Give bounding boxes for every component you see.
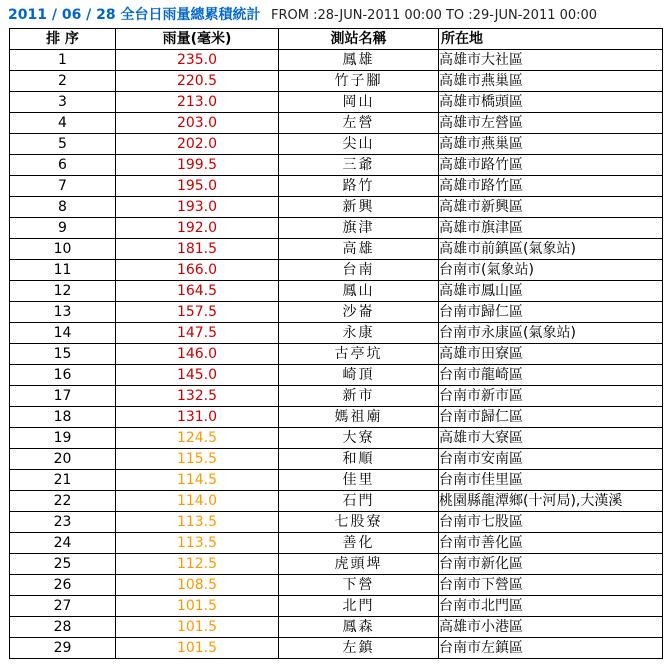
table-row — [10, 428, 663, 449]
rank-cell: 17 — [10, 386, 116, 407]
rainfall-cell: 202.0 — [116, 134, 279, 155]
rainfall-table — [9, 28, 663, 659]
station-cell: 旗津 — [279, 218, 439, 239]
location-cell: 台南市七股區 — [439, 512, 663, 533]
location-cell: 高雄市小港區 — [439, 617, 663, 638]
rainfall-cell: 195.0 — [116, 176, 279, 197]
station-cell: 尖山 — [279, 134, 439, 155]
table-row — [10, 365, 663, 386]
station-cell: 竹子腳 — [279, 71, 439, 92]
table-body — [10, 50, 663, 659]
station-cell: 和順 — [279, 449, 439, 470]
rainfall-cell: 108.5 — [116, 575, 279, 596]
table-row — [10, 197, 663, 218]
location-cell: 高雄市新興區 — [439, 197, 663, 218]
rank-cell: 23 — [10, 512, 116, 533]
station-cell: 下營 — [279, 575, 439, 596]
rank-cell: 12 — [10, 281, 116, 302]
table-row — [10, 50, 663, 71]
location-cell: 台南市龍崎區 — [439, 365, 663, 386]
location-cell: 高雄市路竹區 — [439, 155, 663, 176]
rainfall-cell: 146.0 — [116, 344, 279, 365]
station-cell: 崎頂 — [279, 365, 439, 386]
station-cell: 石門 — [279, 491, 439, 512]
rainfall-cell: 213.0 — [116, 92, 279, 113]
station-cell: 高雄 — [279, 239, 439, 260]
title-time-range: FROM :28-JUN-2011 00:00 TO :29-JUN-2011 00:00 — [270, 8, 598, 23]
rainfall-cell: 101.5 — [116, 638, 279, 659]
station-cell: 鳳山 — [279, 281, 439, 302]
table-row — [10, 323, 663, 344]
table-row — [10, 302, 663, 323]
rank-cell: 28 — [10, 617, 116, 638]
rainfall-cell: 199.5 — [116, 155, 279, 176]
rainfall-cell: 220.5 — [116, 71, 279, 92]
table-row — [10, 554, 663, 575]
rank-cell: 9 — [10, 218, 116, 239]
location-cell: 高雄市橋頭區 — [439, 92, 663, 113]
header-rank: 排 序 — [10, 29, 116, 50]
table-row — [10, 638, 663, 659]
location-cell: 台南市佳里區 — [439, 470, 663, 491]
rank-cell: 20 — [10, 449, 116, 470]
page-title — [8, 4, 672, 26]
station-cell: 沙崙 — [279, 302, 439, 323]
table-row — [10, 218, 663, 239]
header-location: 所在地 — [439, 29, 663, 50]
rank-cell: 21 — [10, 470, 116, 491]
table-row — [10, 407, 663, 428]
location-cell: 台南市(氣象站) — [439, 260, 663, 281]
location-cell: 台南市永康區(氣象站) — [439, 323, 663, 344]
location-cell: 高雄市前鎮區(氣象站) — [439, 239, 663, 260]
rank-cell: 1 — [10, 50, 116, 71]
rank-cell: 18 — [10, 407, 116, 428]
station-cell: 鳳森 — [279, 617, 439, 638]
table-row — [10, 134, 663, 155]
rainfall-cell: 147.5 — [116, 323, 279, 344]
rank-cell: 11 — [10, 260, 116, 281]
rainfall-cell: 235.0 — [116, 50, 279, 71]
table-row — [10, 176, 663, 197]
station-cell: 七股寮 — [279, 512, 439, 533]
location-cell: 高雄市路竹區 — [439, 176, 663, 197]
station-cell: 三爺 — [279, 155, 439, 176]
rank-cell: 25 — [10, 554, 116, 575]
rank-cell: 27 — [10, 596, 116, 617]
table-row — [10, 470, 663, 491]
rainfall-cell: 192.0 — [116, 218, 279, 239]
table-row — [10, 113, 663, 134]
rank-cell: 16 — [10, 365, 116, 386]
station-cell: 古亭坑 — [279, 344, 439, 365]
station-cell: 佳里 — [279, 470, 439, 491]
location-cell: 高雄市鳳山區 — [439, 281, 663, 302]
station-cell: 路竹 — [279, 176, 439, 197]
station-cell: 左鎮 — [279, 638, 439, 659]
table-row — [10, 491, 663, 512]
station-cell: 永康 — [279, 323, 439, 344]
location-cell: 台南市歸仁區 — [439, 407, 663, 428]
location-cell: 高雄市左營區 — [439, 113, 663, 134]
table-row — [10, 260, 663, 281]
rank-cell: 3 — [10, 92, 116, 113]
location-cell: 台南市歸仁區 — [439, 302, 663, 323]
location-cell: 高雄市旗津區 — [439, 218, 663, 239]
rainfall-cell: 166.0 — [116, 260, 279, 281]
table-row — [10, 575, 663, 596]
station-cell: 北門 — [279, 596, 439, 617]
table-row — [10, 596, 663, 617]
rainfall-cell: 203.0 — [116, 113, 279, 134]
rainfall-cell: 131.0 — [116, 407, 279, 428]
location-cell: 高雄市大社區 — [439, 50, 663, 71]
rank-cell: 24 — [10, 533, 116, 554]
rainfall-cell: 113.5 — [116, 512, 279, 533]
location-cell: 高雄市田寮區 — [439, 344, 663, 365]
header-station: 測站名稱 — [279, 29, 439, 50]
rainfall-cell: 132.5 — [116, 386, 279, 407]
rainfall-cell: 112.5 — [116, 554, 279, 575]
rainfall-cell: 193.0 — [116, 197, 279, 218]
rank-cell: 19 — [10, 428, 116, 449]
location-cell: 台南市安南區 — [439, 449, 663, 470]
rainfall-cell: 164.5 — [116, 281, 279, 302]
rank-cell: 10 — [10, 239, 116, 260]
table-row — [10, 449, 663, 470]
location-cell: 台南市下營區 — [439, 575, 663, 596]
title-date-heading: 2011 / 06 / 28 全台日雨量總累積統計 — [8, 7, 261, 23]
location-cell: 台南市北門區 — [439, 596, 663, 617]
rank-cell: 15 — [10, 344, 116, 365]
table-row — [10, 92, 663, 113]
station-cell: 鳳雄 — [279, 50, 439, 71]
location-cell: 台南市善化區 — [439, 533, 663, 554]
location-cell: 桃園縣龍潭鄉(十河局),大漢溪 — [439, 491, 663, 512]
rainfall-cell: 181.5 — [116, 239, 279, 260]
rainfall-cell: 101.5 — [116, 617, 279, 638]
rainfall-cell: 114.5 — [116, 470, 279, 491]
table-row — [10, 155, 663, 176]
header-rainfall: 雨量(毫米) — [116, 29, 279, 50]
station-cell: 新市 — [279, 386, 439, 407]
table-row — [10, 533, 663, 554]
location-cell: 高雄市大寮區 — [439, 428, 663, 449]
rank-cell: 22 — [10, 491, 116, 512]
station-cell: 台南 — [279, 260, 439, 281]
rank-cell: 8 — [10, 197, 116, 218]
rank-cell: 2 — [10, 71, 116, 92]
location-cell: 高雄市燕巢區 — [439, 71, 663, 92]
table-row — [10, 71, 663, 92]
rainfall-cell: 157.5 — [116, 302, 279, 323]
rank-cell: 14 — [10, 323, 116, 344]
table-row — [10, 617, 663, 638]
station-cell: 虎頭埤 — [279, 554, 439, 575]
rainfall-cell: 124.5 — [116, 428, 279, 449]
rainfall-cell: 115.5 — [116, 449, 279, 470]
station-cell: 善化 — [279, 533, 439, 554]
table-row — [10, 281, 663, 302]
table-row — [10, 239, 663, 260]
rank-cell: 6 — [10, 155, 116, 176]
rank-cell: 5 — [10, 134, 116, 155]
rank-cell: 29 — [10, 638, 116, 659]
location-cell: 高雄市燕巢區 — [439, 134, 663, 155]
location-cell: 台南市新化區 — [439, 554, 663, 575]
rainfall-cell: 101.5 — [116, 596, 279, 617]
location-cell: 台南市新市區 — [439, 386, 663, 407]
rank-cell: 7 — [10, 176, 116, 197]
rainfall-cell: 113.5 — [116, 533, 279, 554]
station-cell: 媽祖廟 — [279, 407, 439, 428]
station-cell: 新興 — [279, 197, 439, 218]
table-row — [10, 512, 663, 533]
rainfall-cell: 114.0 — [116, 491, 279, 512]
location-cell: 台南市左鎮區 — [439, 638, 663, 659]
rank-cell: 4 — [10, 113, 116, 134]
table-row — [10, 386, 663, 407]
rainfall-cell: 145.0 — [116, 365, 279, 386]
rank-cell: 26 — [10, 575, 116, 596]
station-cell: 岡山 — [279, 92, 439, 113]
station-cell: 大寮 — [279, 428, 439, 449]
station-cell: 左營 — [279, 113, 439, 134]
table-row — [10, 344, 663, 365]
table-header-row — [10, 29, 663, 50]
rank-cell: 13 — [10, 302, 116, 323]
